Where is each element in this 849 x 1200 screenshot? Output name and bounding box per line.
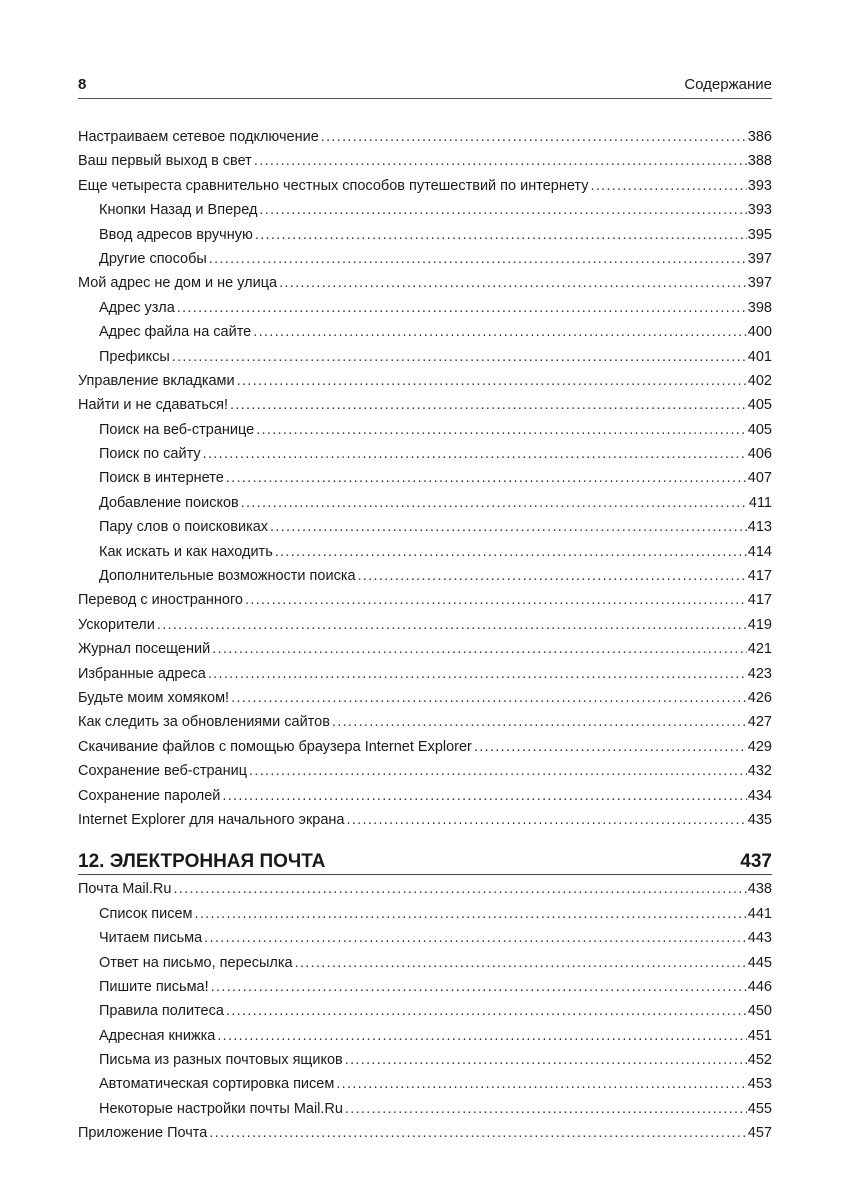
entry-label: Правила политеса xyxy=(99,999,226,1023)
dot-leader xyxy=(231,686,747,710)
toc-subentry[interactable] xyxy=(78,247,772,271)
dot-leader xyxy=(208,662,747,686)
entry-label: Найти и не сдаваться! xyxy=(78,393,230,417)
entry-label: Поиск по сайту xyxy=(99,442,203,466)
dot-leader xyxy=(226,466,747,490)
chapter-heading[interactable] xyxy=(78,844,772,875)
entry-page-number: 417 xyxy=(747,592,772,609)
entry-page-number: 388 xyxy=(747,153,772,170)
toc-subentry[interactable] xyxy=(78,345,772,369)
entry-label: Еще четыреста сравнительно честных способов путешествий по интернету xyxy=(78,174,590,198)
entry-label: Скачивание файлов с помощью браузера Internet Explorer xyxy=(78,735,474,759)
entry-page-number: 426 xyxy=(747,689,772,706)
toc-subentry[interactable] xyxy=(78,926,772,950)
entry-label: Список писем xyxy=(99,902,195,926)
dot-leader xyxy=(275,540,747,564)
entry-label: Сохранение веб-страниц xyxy=(78,759,249,783)
entry-page-number: 405 xyxy=(747,421,772,438)
entry-page-number: 443 xyxy=(747,930,772,947)
entry-page-number: 397 xyxy=(747,275,772,292)
entry-label: Другие способы xyxy=(99,247,209,271)
entry-page-number: 457 xyxy=(747,1125,772,1142)
entry-label: Поиск в интернете xyxy=(99,466,226,490)
dot-leader xyxy=(279,271,747,295)
entry-page-number: 453 xyxy=(747,1076,772,1093)
entry-page-number: 455 xyxy=(747,1100,772,1117)
entry-label: Как искать и как находить xyxy=(99,540,275,564)
toc-entry[interactable] xyxy=(78,588,772,612)
dot-leader xyxy=(237,369,747,393)
dot-leader xyxy=(254,149,747,173)
dot-leader xyxy=(195,902,747,926)
entry-page-number: 398 xyxy=(747,299,772,316)
entry-page-number: 419 xyxy=(747,616,772,633)
entry-label: Адрес узла xyxy=(99,296,177,320)
toc-subentry[interactable] xyxy=(78,902,772,926)
entry-label: Приложение Почта xyxy=(78,1121,209,1145)
dot-leader xyxy=(212,637,747,661)
toc-subentry[interactable] xyxy=(78,1024,772,1048)
entry-page-number: 393 xyxy=(747,202,772,219)
entry-page-number: 446 xyxy=(747,978,772,995)
entry-label: Как следить за обновлениями сайтов xyxy=(78,710,332,734)
toc-subentry[interactable] xyxy=(78,491,772,515)
toc-entry[interactable] xyxy=(78,759,772,783)
toc-subentry[interactable] xyxy=(78,1072,772,1096)
entry-page-number: 411 xyxy=(748,494,772,511)
entry-label: Дополнительные возможности поиска xyxy=(99,564,358,588)
toc-entry[interactable] xyxy=(78,662,772,686)
dot-leader xyxy=(222,784,746,808)
entry-page-number: 386 xyxy=(747,129,772,145)
dot-leader xyxy=(474,735,747,759)
toc-entry[interactable] xyxy=(78,735,772,759)
toc-entry[interactable] xyxy=(78,174,772,198)
entry-page-number: 393 xyxy=(747,177,772,194)
dot-leader xyxy=(226,999,747,1023)
entry-label: Добавление поисков xyxy=(99,491,241,515)
dot-leader xyxy=(241,491,748,515)
entry-page-number: 429 xyxy=(747,738,772,755)
entry-page-number: 450 xyxy=(747,1003,772,1020)
dot-leader xyxy=(249,759,747,783)
entry-page-number: 435 xyxy=(747,811,772,828)
dot-leader xyxy=(217,1024,746,1048)
entry-page-number: 452 xyxy=(747,1052,772,1069)
entry-page-number: 432 xyxy=(747,763,772,780)
entry-page-number: 441 xyxy=(747,905,772,922)
toc-subentry[interactable] xyxy=(78,466,772,490)
dot-leader xyxy=(358,564,747,588)
entry-label: Пишите письма! xyxy=(99,975,211,999)
dot-leader xyxy=(321,125,747,149)
toc-subentry[interactable] xyxy=(78,515,772,539)
toc-subentry[interactable] xyxy=(78,1097,772,1121)
entry-page-number: 395 xyxy=(747,226,772,243)
entry-label: Адрес файла на сайте xyxy=(99,320,253,344)
toc-entry[interactable] xyxy=(78,393,772,417)
entry-label: Почта Mail.Ru xyxy=(78,877,173,901)
entry-label: Письма из разных почтовых ящиков xyxy=(99,1048,345,1072)
entry-label: Сохранение паролей xyxy=(78,784,222,808)
dot-leader xyxy=(259,198,746,222)
entry-label: Префиксы xyxy=(99,345,172,369)
dot-leader xyxy=(345,1097,747,1121)
dot-leader xyxy=(253,320,747,344)
toc-entry[interactable] xyxy=(78,784,772,808)
toc-subentry[interactable] xyxy=(78,418,772,442)
toc-entry[interactable] xyxy=(78,369,772,393)
dot-leader xyxy=(245,588,747,612)
entry-page-number: 400 xyxy=(747,324,772,341)
entry-page-number: 417 xyxy=(747,568,772,585)
entry-label: Кнопки Назад и Вперед xyxy=(99,198,259,222)
dot-leader xyxy=(172,345,747,369)
entry-label: Ваш первый выход в свет xyxy=(78,149,254,173)
entry-page-number: 438 xyxy=(747,881,772,898)
entry-page-number: 406 xyxy=(747,446,772,463)
dot-leader xyxy=(255,223,747,247)
entry-page-number: 427 xyxy=(747,714,772,731)
toc-entry[interactable] xyxy=(78,808,772,832)
toc-entry[interactable] xyxy=(78,710,772,734)
dot-leader xyxy=(295,951,747,975)
entry-label: Ускорители xyxy=(78,613,157,637)
entry-page-number: 402 xyxy=(747,372,772,389)
toc-subentry[interactable] xyxy=(78,540,772,564)
page-header xyxy=(78,76,772,99)
entry-label: Настраиваем сетевое подключение xyxy=(78,125,321,149)
entry-label: Избранные адреса xyxy=(78,662,208,686)
dot-leader xyxy=(203,442,747,466)
toc-subentry[interactable] xyxy=(78,975,772,999)
toc-entry[interactable] xyxy=(78,271,772,295)
entry-page-number: 414 xyxy=(747,543,772,560)
toc-entry[interactable] xyxy=(78,686,772,710)
chapter-title: 12. ЭЛЕКТРОННАЯ ПОЧТА xyxy=(78,851,326,873)
toc-subentry[interactable] xyxy=(78,951,772,975)
entry-page-number: 405 xyxy=(747,397,772,414)
dot-leader xyxy=(336,1072,746,1096)
toc-subentry[interactable] xyxy=(78,442,772,466)
entry-page-number: 401 xyxy=(747,348,772,365)
toc-subentry[interactable] xyxy=(78,198,772,222)
toc-subentry[interactable] xyxy=(78,999,772,1023)
entry-label: Ввод адресов вручную xyxy=(99,223,255,247)
entry-page-number: 407 xyxy=(747,470,772,487)
entry-page-number: 397 xyxy=(747,250,772,267)
entry-page-number: 434 xyxy=(747,787,772,804)
entry-label: Internet Explorer для начального экрана xyxy=(78,808,347,832)
dot-leader xyxy=(173,877,746,901)
entry-label: Поиск на веб-странице xyxy=(99,418,256,442)
entry-label: Перевод с иностранного xyxy=(78,588,245,612)
dot-leader xyxy=(177,296,747,320)
dot-leader xyxy=(590,174,746,198)
chapter-page-number: 437 xyxy=(740,851,772,873)
toc-entry[interactable] xyxy=(78,877,772,901)
toc-subentry[interactable] xyxy=(78,320,772,344)
dot-leader xyxy=(256,418,747,442)
toc-entry[interactable] xyxy=(78,637,772,661)
entry-label: Некоторые настройки почты Mail.Ru xyxy=(99,1097,345,1121)
dot-leader xyxy=(204,926,747,950)
toc-subentry[interactable] xyxy=(78,1048,772,1072)
entry-label: Будьте моим хомяком! xyxy=(78,686,231,710)
entry-label: Адресная книжка xyxy=(99,1024,217,1048)
toc-entry[interactable] xyxy=(78,613,772,637)
table-of-contents xyxy=(78,125,772,1146)
entry-label: Ответ на письмо, пересылка xyxy=(99,951,295,975)
dot-leader xyxy=(230,393,747,417)
dot-leader xyxy=(157,613,747,637)
entry-page-number: 423 xyxy=(747,665,772,682)
entry-page-number: 445 xyxy=(747,954,772,971)
entry-label: Управление вкладками xyxy=(78,369,237,393)
dot-leader xyxy=(332,710,747,734)
entry-page-number: 413 xyxy=(747,519,772,536)
entry-label: Пару слов о поисковиках xyxy=(99,515,270,539)
dot-leader xyxy=(209,247,747,271)
toc-subentry[interactable] xyxy=(78,296,772,320)
dot-leader xyxy=(347,808,747,832)
toc-subentry[interactable] xyxy=(78,223,772,247)
dot-leader xyxy=(270,515,747,539)
dot-leader xyxy=(345,1048,747,1072)
entry-label: Журнал посещений xyxy=(78,637,212,661)
running-title: Содержание xyxy=(684,76,772,93)
toc-entry[interactable] xyxy=(78,1121,772,1145)
entry-label: Читаем письма xyxy=(99,926,204,950)
dot-leader xyxy=(209,1121,746,1145)
entry-page-number: 451 xyxy=(747,1027,772,1044)
entry-label: Мой адрес не дом и не улица xyxy=(78,271,279,295)
dot-leader xyxy=(211,975,747,999)
toc-subentry[interactable] xyxy=(78,564,772,588)
toc-entry[interactable] xyxy=(78,125,772,149)
toc-entry[interactable] xyxy=(78,149,772,173)
entry-page-number: 421 xyxy=(747,641,772,658)
entry-label: Автоматическая сортировка писем xyxy=(99,1072,336,1096)
page-number: 8 xyxy=(78,76,87,93)
